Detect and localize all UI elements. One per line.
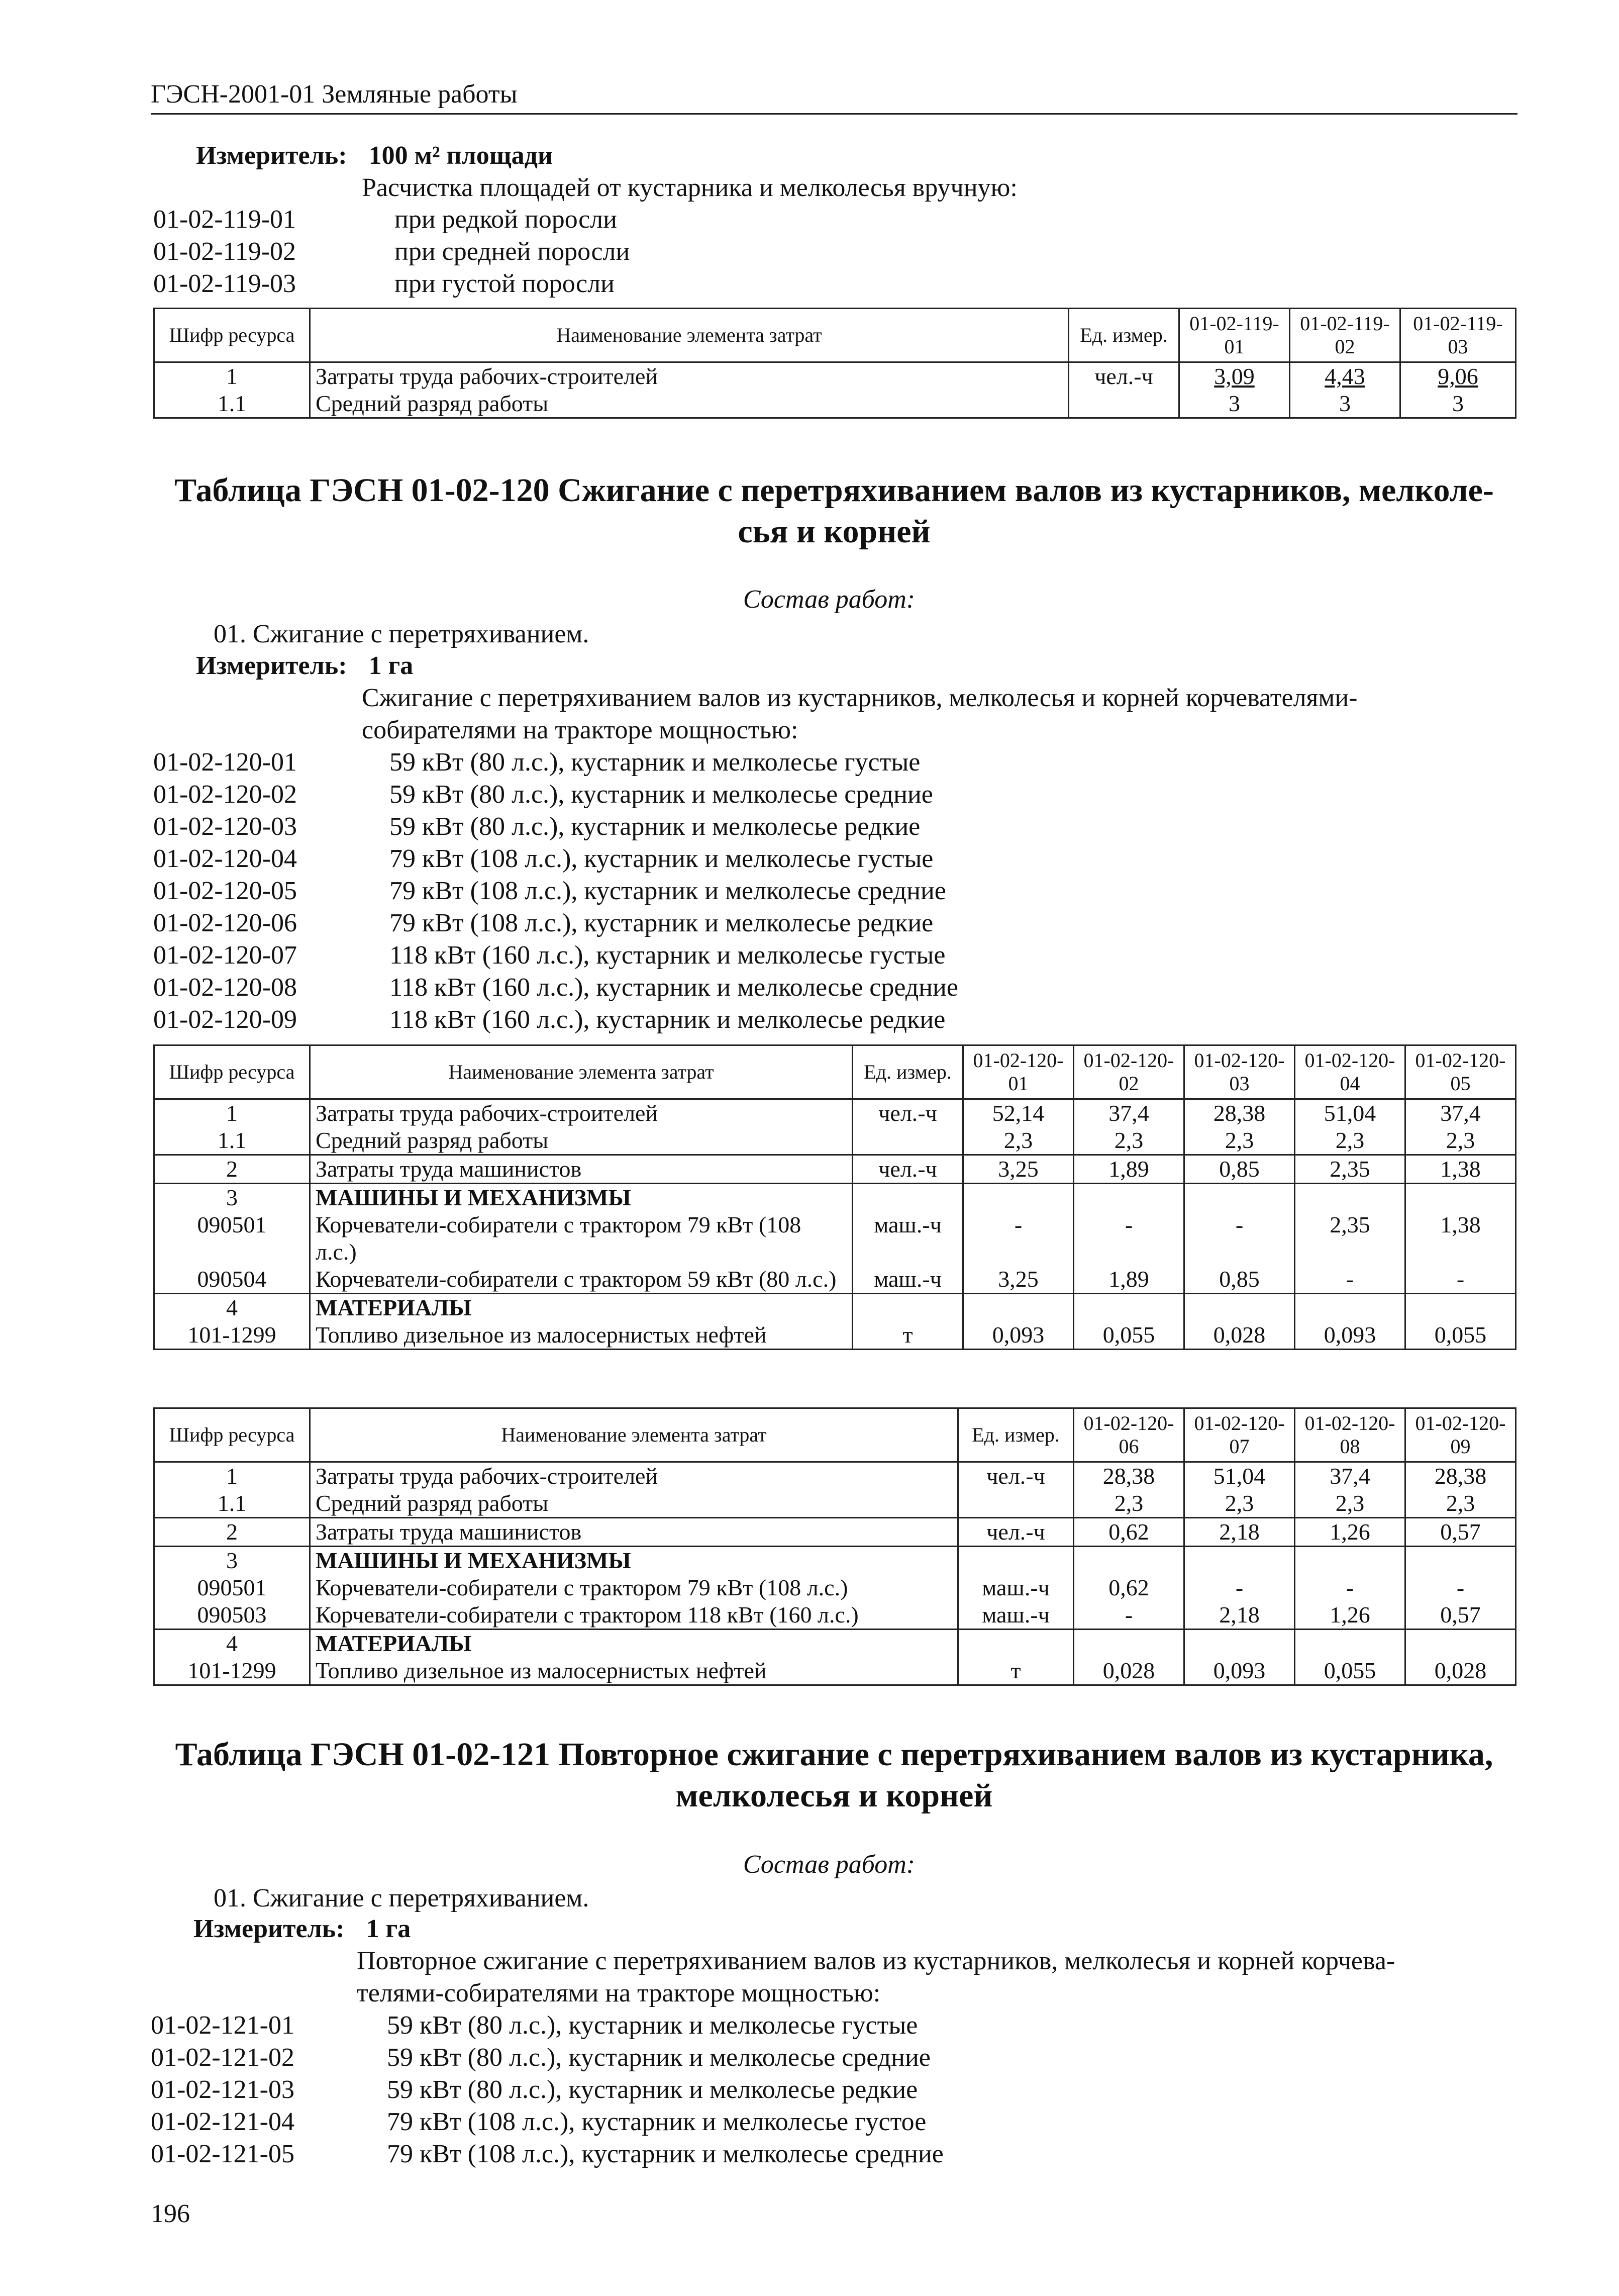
cell-value: 28,38 (1184, 1099, 1295, 1127)
table-row (154, 1630, 1516, 1658)
list-item (153, 746, 1460, 779)
cell-value: 0,093 (963, 1321, 1074, 1350)
cell-value: 3 (1400, 390, 1516, 418)
list-item (153, 236, 1460, 268)
items-121 (151, 2010, 1457, 2170)
cell-value: 0,028 (1184, 1321, 1295, 1350)
cell-value: 0,028 (1074, 1657, 1184, 1685)
table-row (154, 1294, 1516, 1322)
cell-name: Корчеватели-собиратели с трактором 118 кВт (160 л.с.) (310, 1601, 958, 1630)
meter-label: Измеритель: (196, 651, 347, 680)
header-col: 01-02-120-08 (1295, 1408, 1405, 1462)
cell-value: 2,3 (1295, 1490, 1405, 1518)
cell-value (1074, 1294, 1184, 1322)
item-code: 01-02-120-09 (153, 1005, 297, 1034)
table-row (154, 1127, 1516, 1155)
table-row (154, 1266, 1516, 1294)
cell-unit (1069, 390, 1179, 418)
table-row (154, 1518, 1516, 1547)
cell-value: 2,18 (1184, 1601, 1295, 1630)
intro-line: Повторное сжигание с перетряхиванием валов из кустарников, мелколесья и корней корчева- (357, 1947, 1395, 1975)
list-item (153, 811, 1460, 843)
cell-value: 2,3 (1074, 1490, 1184, 1518)
list-item (151, 2106, 1457, 2138)
cell-value (1405, 1630, 1516, 1658)
items-119 (153, 204, 1460, 300)
item-code: 01-02-121-01 (151, 2011, 294, 2040)
list-item (153, 1004, 1460, 1036)
cell-value (1405, 1294, 1516, 1322)
intro-line: Сжигание с перетряхиванием валов из кустарников, мелколесья и корней корчевателями- (362, 684, 1358, 712)
cell-value (1295, 1294, 1405, 1322)
table-row (154, 390, 1516, 418)
cell-code: 1.1 (154, 390, 310, 418)
cell-value (963, 1184, 1074, 1212)
item-code: 01-02-120-04 (153, 844, 297, 873)
list-item (151, 2074, 1457, 2106)
cell-unit (958, 1490, 1074, 1518)
table-header-row (154, 309, 1516, 362)
cell-value: 0,055 (1295, 1657, 1405, 1685)
item-desc: 59 кВт (80 л.с.), кустарник и мелколесье редкие (387, 2075, 918, 2104)
table-120-b (153, 1407, 1516, 1686)
item-code: 01-02-119-03 (153, 269, 296, 298)
cell-value (1295, 1184, 1405, 1212)
cell-unit (958, 1630, 1074, 1658)
cell-value: 2,18 (1184, 1518, 1295, 1547)
cell-unit (853, 1127, 963, 1155)
cell-unit (958, 1547, 1074, 1575)
table-title-121 (151, 1734, 1517, 1816)
cell-value (1184, 1630, 1295, 1658)
list-item (153, 875, 1460, 907)
cell-value: 37,4 (1405, 1099, 1516, 1127)
cell-unit: чел.-ч (853, 1099, 963, 1127)
cell-unit: т (853, 1321, 963, 1350)
cell-unit (853, 1294, 963, 1322)
item-code: 01-02-120-01 (153, 748, 297, 777)
header-col: 01-02-119-01 (1179, 309, 1290, 362)
list-item (153, 907, 1460, 939)
cell-name: МАТЕРИАЛЫ (310, 1294, 853, 1322)
item-desc: при густой поросли (394, 269, 615, 298)
cell-unit: чел.-ч (958, 1462, 1074, 1490)
cell-value: 0,055 (1405, 1321, 1516, 1350)
item-code: 01-02-119-02 (153, 237, 296, 266)
header-col: 01-02-120-06 (1074, 1408, 1184, 1462)
header-code: Шифр ресурса (154, 1045, 310, 1099)
cell-value: 4,43 (1290, 362, 1400, 391)
cell-value (963, 1294, 1074, 1322)
composition-label: Состав работ: (743, 1850, 916, 1879)
cell-value: - (1405, 1266, 1516, 1294)
item-desc: при редкой поросли (394, 205, 617, 234)
cell-value (1074, 1547, 1184, 1575)
table-row (154, 362, 1516, 391)
header-col: 01-02-120-01 (963, 1045, 1074, 1099)
cell-unit: маш.-ч (958, 1601, 1074, 1630)
meter-120 (196, 651, 413, 681)
cell-value: 1,38 (1405, 1211, 1516, 1266)
cell-code: 101-1299 (154, 1657, 310, 1685)
meter-value: 1 га (366, 1915, 411, 1943)
item-code: 01-02-121-02 (151, 2043, 294, 2072)
cell-value: 1,38 (1405, 1155, 1516, 1184)
header-unit: Ед. измер. (958, 1408, 1074, 1462)
work-item: 01. Сжигание с перетряхиванием. (214, 1884, 589, 1912)
cell-name: Корчеватели-собиратели с трактором 59 кВт (80 л.с.) (310, 1266, 853, 1294)
item-desc: 79 кВт (108 л.с.), кустарник и мелколесье средние (387, 2140, 944, 2168)
cell-name: Средний разряд работы (310, 1490, 958, 1518)
title-line: мелколесья и корней (675, 1777, 993, 1814)
intro-line: телями-собирателями на тракторе мощностью: (357, 1979, 881, 2007)
cell-value: 0,62 (1074, 1574, 1184, 1601)
cell-value (1074, 1630, 1184, 1658)
header-name: Наименование элемента затрат (310, 1045, 853, 1099)
cell-value: 0,62 (1074, 1518, 1184, 1547)
cell-value: 1,26 (1295, 1518, 1405, 1547)
title-line: Таблица ГЭСН 01-02-120 Сжигание с перетряхиванием валов из кустарников, мелколе- (174, 472, 1494, 509)
item-desc: 79 кВт (108 л.с.), кустарник и мелколесье редкие (389, 909, 934, 937)
cell-code: 3 (154, 1184, 310, 1212)
cell-unit: маш.-ч (958, 1574, 1074, 1601)
cell-unit: маш.-ч (853, 1266, 963, 1294)
meter-121 (193, 1914, 411, 1944)
items-120 (153, 746, 1460, 1036)
table-row (154, 1601, 1516, 1630)
cell-value: 2,3 (1295, 1127, 1405, 1155)
cell-code: 1 (154, 362, 310, 391)
cell-value: - (963, 1211, 1074, 1266)
list-item (153, 972, 1460, 1004)
cell-code: 4 (154, 1294, 310, 1322)
list-item (153, 204, 1460, 236)
meter-value: 100 м² площади (368, 141, 553, 170)
header-name: Наименование элемента затрат (310, 1408, 958, 1462)
header-unit: Ед. измер. (853, 1045, 963, 1099)
header-col: 01-02-119-03 (1400, 309, 1516, 362)
header-col: 01-02-120-05 (1405, 1045, 1516, 1099)
cell-value: 37,4 (1295, 1462, 1405, 1490)
cell-name: МАШИНЫ И МЕХАНИЗМЫ (310, 1547, 958, 1575)
cell-value (1405, 1547, 1516, 1575)
cell-name: Затраты труда рабочих-строителей (310, 362, 1069, 391)
cell-name: Средний разряд работы (310, 1127, 853, 1155)
list-item (153, 843, 1460, 875)
header-code: Шифр ресурса (154, 309, 310, 362)
header-col: 01-02-120-09 (1405, 1408, 1516, 1462)
table-row (154, 1490, 1516, 1518)
item-code: 01-02-121-05 (151, 2140, 294, 2168)
cell-value: 2,35 (1295, 1155, 1405, 1184)
cell-value: - (1295, 1266, 1405, 1294)
cell-name: Затраты труда рабочих-строителей (310, 1462, 958, 1490)
table-header-row (154, 1408, 1516, 1462)
list-item (153, 779, 1460, 811)
cell-unit (853, 1184, 963, 1212)
cell-value: 1,89 (1074, 1155, 1184, 1184)
header-rule (151, 113, 1517, 115)
cell-value: - (1184, 1211, 1295, 1266)
list-item (151, 2138, 1457, 2170)
cell-code: 090501 (154, 1211, 310, 1266)
cell-code: 2 (154, 1518, 310, 1547)
list-item (153, 939, 1460, 972)
meter-label: Измеритель: (193, 1915, 345, 1943)
cell-name: МАТЕРИАЛЫ (310, 1630, 958, 1658)
cell-value: 28,38 (1074, 1462, 1184, 1490)
cell-name: Топливо дизельное из малосернистых нефтей (310, 1321, 853, 1350)
item-desc: 59 кВт (80 л.с.), кустарник и мелколесье редкие (389, 812, 921, 841)
meter-label: Измеритель: (196, 141, 347, 170)
cell-name: Затраты труда машинистов (310, 1518, 958, 1547)
title-line: Таблица ГЭСН 01-02-121 Повторное сжигание с перетряхиванием валов из кустарника, (175, 1736, 1493, 1773)
cell-code: 090504 (154, 1266, 310, 1294)
cell-code: 1.1 (154, 1490, 310, 1518)
cell-name: Корчеватели-собиратели с трактором 79 кВт (108 л.с.) (310, 1574, 958, 1601)
cell-code: 2 (154, 1155, 310, 1184)
item-desc: 59 кВт (80 л.с.), кустарник и мелколесье средние (389, 780, 933, 809)
cell-value: 3,09 (1179, 362, 1290, 391)
cell-value: - (1184, 1574, 1295, 1601)
table-row (154, 1657, 1516, 1685)
cell-name: Затраты труда машинистов (310, 1155, 853, 1184)
cell-code: 090501 (154, 1574, 310, 1601)
cell-value (1405, 1184, 1516, 1212)
table-title-120 (151, 470, 1517, 552)
header-name: Наименование элемента затрат (310, 309, 1069, 362)
table-row (154, 1321, 1516, 1350)
cell-value: 0,85 (1184, 1266, 1295, 1294)
cell-value: 1,89 (1074, 1266, 1184, 1294)
table-row (154, 1099, 1516, 1127)
cell-value: - (1074, 1601, 1184, 1630)
cell-value: 0,093 (1295, 1321, 1405, 1350)
header-code: Шифр ресурса (154, 1408, 310, 1462)
cell-value: 28,38 (1405, 1462, 1516, 1490)
cell-value: - (1405, 1574, 1516, 1601)
cell-name: МАШИНЫ И МЕХАНИЗМЫ (310, 1184, 853, 1212)
header-col: 01-02-119-02 (1290, 309, 1400, 362)
cell-value: 0,055 (1074, 1321, 1184, 1350)
item-code: 01-02-119-01 (153, 205, 296, 234)
cell-value: 51,04 (1295, 1099, 1405, 1127)
cell-value: 2,3 (963, 1127, 1074, 1155)
title-line: сья и корней (738, 513, 931, 550)
meter-value: 1 га (368, 651, 414, 680)
table-header-row (154, 1045, 1516, 1099)
cell-unit: чел.-ч (853, 1155, 963, 1184)
table-row (154, 1462, 1516, 1490)
item-desc: 59 кВт (80 л.с.), кустарник и мелколесье средние (387, 2043, 931, 2072)
cell-value: 0,57 (1405, 1518, 1516, 1547)
table-119 (153, 308, 1516, 419)
table-row (154, 1184, 1516, 1212)
cell-code: 4 (154, 1630, 310, 1658)
meter-119 (196, 141, 553, 170)
cell-value: 3,25 (963, 1266, 1074, 1294)
header-col: 01-02-120-03 (1184, 1045, 1295, 1099)
item-code: 01-02-120-03 (153, 812, 297, 841)
header-col: 01-02-120-02 (1074, 1045, 1184, 1099)
cell-value: 3 (1179, 390, 1290, 418)
cell-value: 1,26 (1295, 1601, 1405, 1630)
table-row (154, 1155, 1516, 1184)
cell-value: 37,4 (1074, 1099, 1184, 1127)
work-item: 01. Сжигание с перетряхиванием. (214, 620, 589, 648)
cell-unit: чел.-ч (958, 1518, 1074, 1547)
cell-code: 090503 (154, 1601, 310, 1630)
cell-name: Корчеватели-собиратели с трактором 79 кВт (108 л.с.) (310, 1211, 853, 1266)
table-row (154, 1574, 1516, 1601)
cell-value: 3 (1290, 390, 1400, 418)
table-120-a (153, 1044, 1516, 1350)
cell-code: 1.1 (154, 1127, 310, 1155)
cell-value: 0,093 (1184, 1657, 1295, 1685)
cell-value (1295, 1630, 1405, 1658)
intro-121 (357, 1945, 1517, 2010)
cell-value (1074, 1184, 1184, 1212)
cell-value (1184, 1547, 1295, 1575)
cell-value: 9,06 (1400, 362, 1516, 391)
cell-code: 1 (154, 1462, 310, 1490)
cell-value: 52,14 (963, 1099, 1074, 1127)
intro-120 (362, 682, 1517, 746)
cell-code: 101-1299 (154, 1321, 310, 1350)
item-code: 01-02-121-04 (151, 2108, 294, 2136)
cell-value (1295, 1547, 1405, 1575)
intro-119: Расчистка площадей от кустарника и мелколесья вручную: (362, 173, 1018, 202)
item-desc: 79 кВт (108 л.с.), кустарник и мелколесье густое (387, 2108, 927, 2136)
cell-value: 2,3 (1405, 1490, 1516, 1518)
item-desc: 118 кВт (160 л.с.), кустарник и мелколесье редкие (389, 1005, 946, 1034)
cell-value: - (1074, 1211, 1184, 1266)
header-unit: Ед. измер. (1069, 309, 1179, 362)
cell-code: 1 (154, 1099, 310, 1127)
cell-code: 3 (154, 1547, 310, 1575)
cell-value: 0,57 (1405, 1601, 1516, 1630)
cell-value: 2,3 (1405, 1127, 1516, 1155)
item-desc: 59 кВт (80 л.с.), кустарник и мелколесье густые (387, 2011, 918, 2040)
cell-value: 0,028 (1405, 1657, 1516, 1685)
list-item (151, 2042, 1457, 2074)
item-code: 01-02-120-02 (153, 780, 297, 809)
cell-value: 2,3 (1074, 1127, 1184, 1155)
item-desc: 79 кВт (108 л.с.), кустарник и мелколесье средние (389, 877, 946, 905)
list-item (151, 2010, 1457, 2042)
cell-value: 2,3 (1184, 1127, 1295, 1155)
item-desc: при средней поросли (394, 237, 630, 266)
cell-name: Топливо дизельное из малосернистых нефтей (310, 1657, 958, 1685)
item-code: 01-02-120-06 (153, 909, 297, 937)
cell-name: Средний разряд работы (310, 390, 1069, 418)
cell-value: - (1295, 1574, 1405, 1601)
composition-label: Состав работ: (743, 585, 916, 614)
cell-value: 3,25 (963, 1155, 1074, 1184)
item-code: 01-02-120-05 (153, 877, 297, 905)
intro-line: собирателями на тракторе мощностью: (362, 716, 798, 744)
table-row (154, 1547, 1516, 1575)
cell-unit: т (958, 1657, 1074, 1685)
item-code: 01-02-120-07 (153, 941, 297, 970)
cell-name: Затраты труда рабочих-строителей (310, 1099, 853, 1127)
page-number: 196 (151, 2199, 190, 2228)
item-desc: 79 кВт (108 л.с.), кустарник и мелколесье густые (389, 844, 934, 873)
cell-value (1184, 1184, 1295, 1212)
running-header: ГЭСН-2001-01 Земляные работы (151, 80, 518, 109)
item-desc: 118 кВт (160 л.с.), кустарник и мелколесье густые (389, 941, 946, 970)
item-desc: 59 кВт (80 л.с.), кустарник и мелколесье густые (389, 748, 921, 777)
table-row (154, 1211, 1516, 1266)
cell-value: 2,3 (1184, 1490, 1295, 1518)
cell-value: 51,04 (1184, 1462, 1295, 1490)
item-desc: 118 кВт (160 л.с.), кустарник и мелколесье средние (389, 973, 958, 1002)
header-col: 01-02-120-04 (1295, 1045, 1405, 1099)
cell-unit: маш.-ч (853, 1211, 963, 1266)
cell-value: 2,35 (1295, 1211, 1405, 1266)
item-code: 01-02-120-08 (153, 973, 297, 1002)
header-col: 01-02-120-07 (1184, 1408, 1295, 1462)
item-code: 01-02-121-03 (151, 2075, 294, 2104)
cell-unit: чел.-ч (1069, 362, 1179, 391)
list-item (153, 268, 1460, 300)
cell-value: 0,85 (1184, 1155, 1295, 1184)
cell-value (1184, 1294, 1295, 1322)
